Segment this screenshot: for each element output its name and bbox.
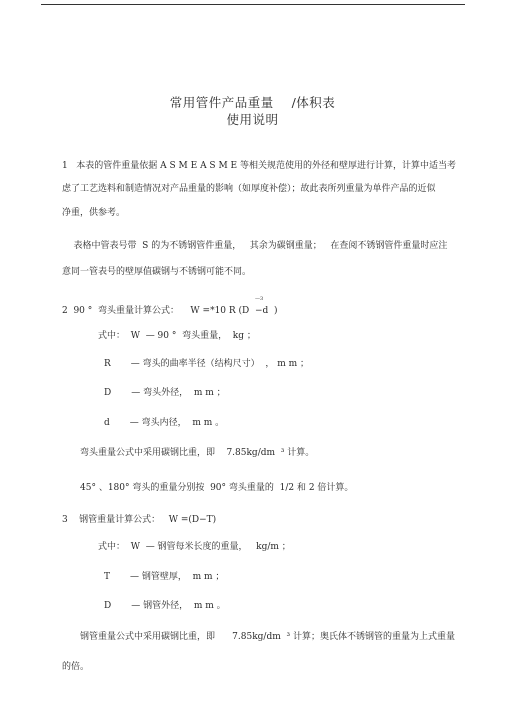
section2-density-note: 弯头重量公式中采用碳钢比重，即 7.85kg/dm ³ 计算。 xyxy=(80,448,315,458)
section3-density-note-cont: 的倍。 xyxy=(62,662,90,672)
section3-def-T: T — 钢管壁厚， m m ； xyxy=(104,572,225,582)
section2-def-D: D — 弯头外径， m m ； xyxy=(104,388,226,398)
section1-line5: 意同一管表号的壁厚值碳钢与不锈钢可能不同。 xyxy=(62,267,252,277)
section3-density-note: 钢管重量公式中采用碳钢比重，即 7.85kg/dm ³ 计算；奥氏体不锈钢管的重量为上式重量 xyxy=(80,632,455,642)
header-rule xyxy=(41,4,465,5)
section1-line3: 净重，供参考。 xyxy=(62,208,126,218)
section3-def-D: D — 钢管外径， m m 。 xyxy=(104,601,226,611)
formula-superscript: —3 xyxy=(255,296,264,302)
section1-line2: 虑了工艺选料和制造情况对产品重量的影响（如厚度补偿）；故此表所列重量为单件产品的近似 xyxy=(62,184,436,194)
section2-heading: 2 90 ° 弯头重量计算公式： W =*10 R (D −d ) xyxy=(62,306,278,316)
section3-formula-intro: 式中： W — 钢管每米长度的重量， kg/m ； xyxy=(98,542,291,552)
section2-angle-note: 45° 、180° 弯头的重量分别按 90° 弯头重量的 1/2 和 2 倍计算。 xyxy=(80,483,354,493)
section1-line1: 1 本表的管件重量依据 A S M E A S M E 等相关规范使用的外径和壁厚进行计算，计算中适当考 xyxy=(62,161,456,171)
section2-formula-intro: 式中： W — 90 ° 弯头重量， kg ； xyxy=(98,331,256,341)
section3-heading: 3 钢管重量计算公式： W =(D−T) xyxy=(62,515,217,525)
document-title: 常用管件产品重量 /体积表 xyxy=(169,95,336,110)
section1-line4: 表格中管表号带 S 的为不锈钢管件重量， 其余为碳钢重量； 在查阅不锈钢管件重量时应注 xyxy=(62,241,448,251)
document-subtitle: 使用说明 xyxy=(226,112,279,127)
section2-def-R: R — 弯头的曲率半径（结构尺寸） ， m m ； xyxy=(104,359,310,369)
section2-def-d: d — 弯头内径， m m 。 xyxy=(104,418,225,428)
